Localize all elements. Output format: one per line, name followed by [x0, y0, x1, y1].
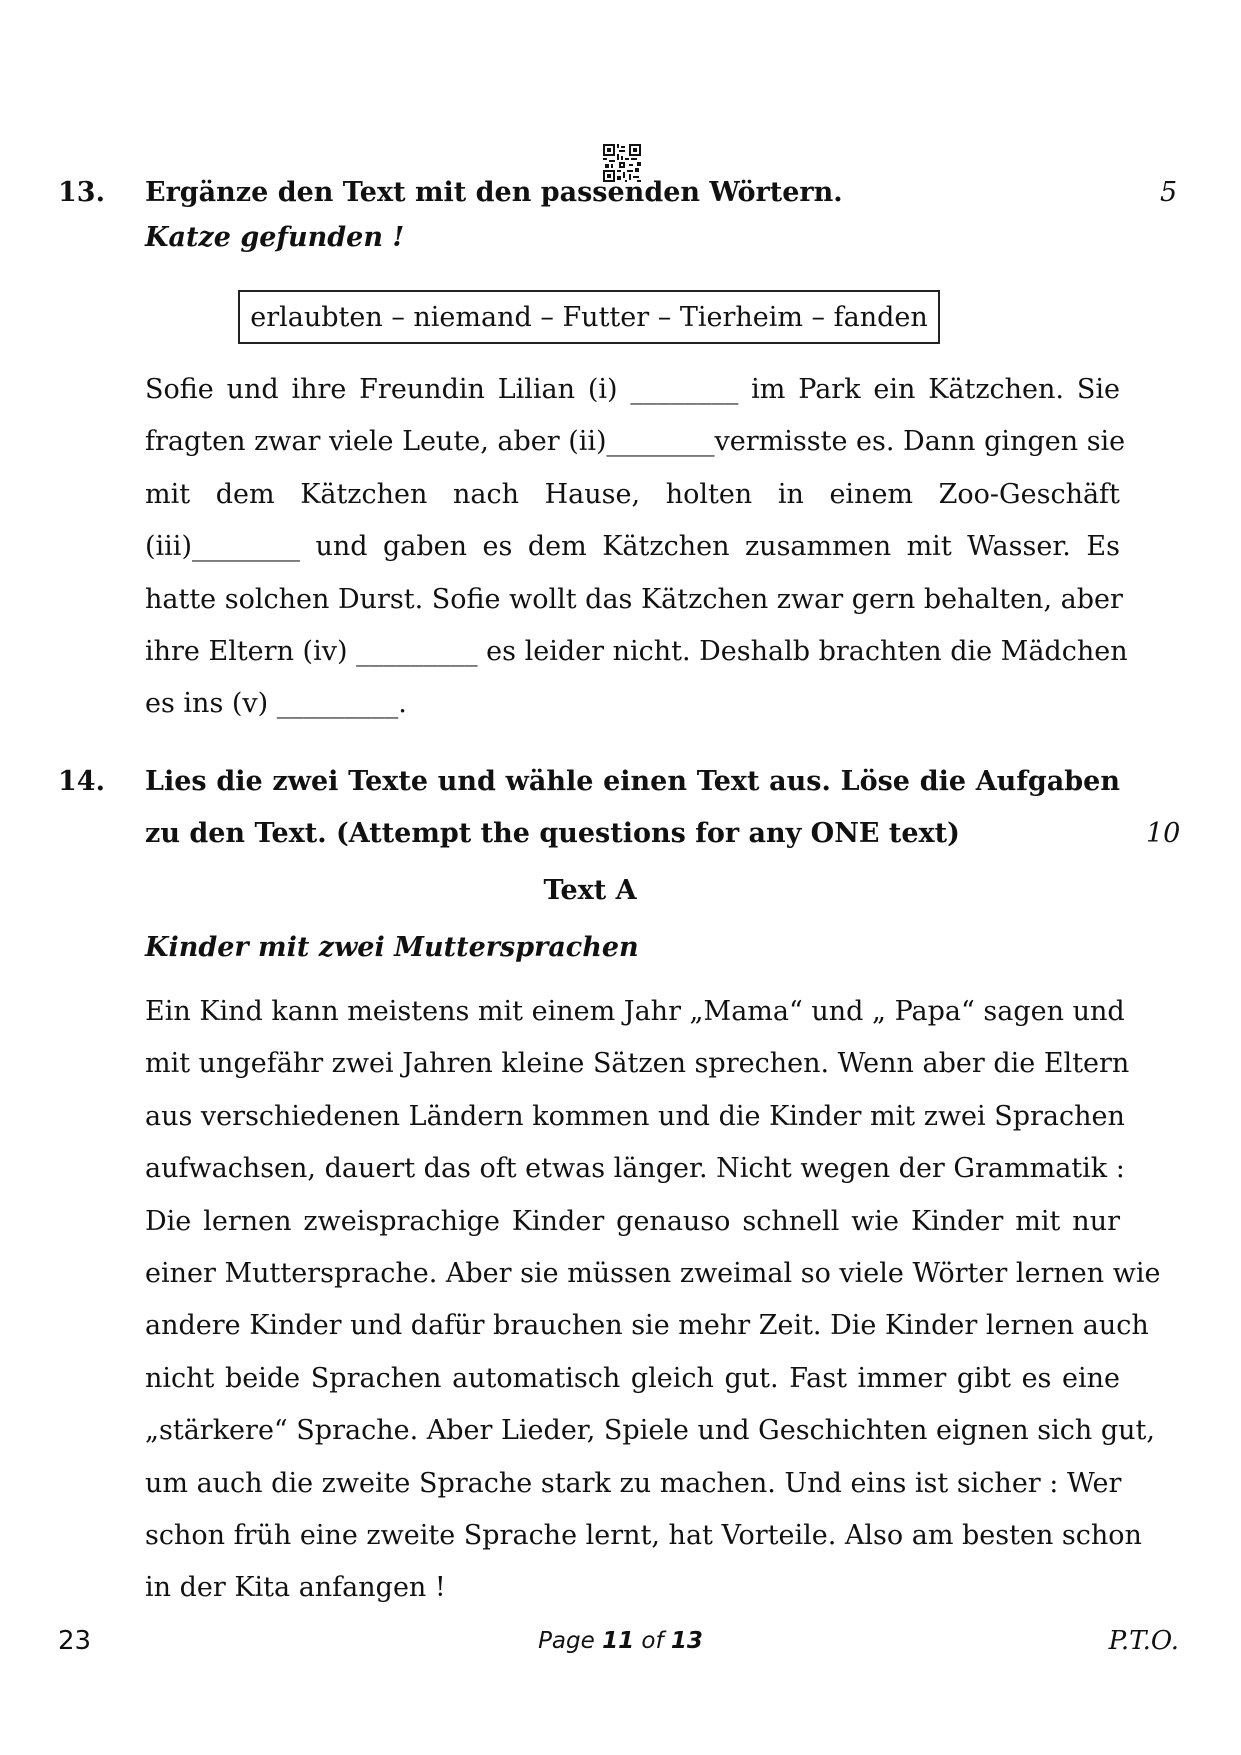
- page-current: 11: [602, 1628, 635, 1654]
- blank-i: ________: [630, 374, 739, 405]
- word: nach: [453, 478, 520, 510]
- word: holten: [665, 478, 753, 510]
- word: gaben: [383, 531, 468, 563]
- question-14-instruction-line1: Lies die zwei Texte und wähle einen Text aus. Löse die Aufgaben: [145, 766, 1120, 797]
- paragraph-line: mit ungefähr zwei Jahren kleine Sätzen sprechen. Wenn aber die Eltern: [145, 1048, 1130, 1080]
- text-a-title: Kinder mit zwei Muttersprachen: [145, 932, 639, 963]
- word: Hause,: [544, 478, 641, 510]
- paragraph-line: Ein Kind kann meistens mit einem Jahr „Mama“ und „ Papa“ sagen und: [145, 996, 1125, 1027]
- word: es: [482, 531, 513, 563]
- word: Kätzchen: [602, 531, 730, 563]
- paragraph-line: um auch die zweite Sprache stark zu machen. Und eins ist sicher : Wer: [145, 1467, 1122, 1499]
- page-total: 13: [670, 1628, 703, 1654]
- paragraph-line: schon früh eine zweite Sprache lernt, hat Vorteile. Also am besten schon: [145, 1519, 1142, 1551]
- word: einem: [829, 478, 914, 510]
- text-segment: fragten zwar viele Leute, aber (ii): [145, 426, 607, 458]
- blank-label-i: (i): [587, 374, 618, 405]
- paragraph-line: [145, 521, 1120, 573]
- page-number: [0, 1628, 1241, 1654]
- word: Es: [1086, 531, 1120, 563]
- word: und: [315, 531, 368, 563]
- page-of: of: [641, 1628, 664, 1654]
- word: ihre: [291, 374, 347, 405]
- word-box: [238, 290, 940, 344]
- page-prefix: Page: [538, 1628, 595, 1654]
- word: Lilian: [497, 374, 576, 405]
- pto-label: P.T.O.: [1108, 1626, 1179, 1656]
- paragraph-line: es ins (v) _________.: [145, 688, 407, 720]
- word: im: [751, 374, 786, 405]
- text-a-label: Text A: [543, 875, 637, 906]
- question-13-marks: 5: [1160, 177, 1178, 208]
- word: dem: [215, 478, 275, 510]
- question-14-number: 14.: [58, 766, 105, 797]
- paper-code: 23: [58, 1626, 92, 1656]
- paragraph-line: [145, 416, 1126, 468]
- question-14-marks: 10: [1146, 818, 1181, 849]
- paragraph-line: andere Kinder und dafür brauchen sie mehr Zeit. Die Kinder lernen auch: [145, 1310, 1149, 1342]
- blank-iii: (iii)________: [145, 531, 300, 563]
- word: Kätzchen: [300, 478, 428, 510]
- word: dem: [527, 531, 587, 563]
- paragraph-line: einer Muttersprache. Aber sie müssen zweimal so viele Wörter lernen wie: [145, 1257, 1161, 1289]
- word: und: [226, 374, 279, 405]
- word: mit: [145, 478, 191, 510]
- word: Zoo-Geschäft: [938, 478, 1120, 510]
- text-segment: vermisste es. Dann gingen sie: [714, 426, 1126, 458]
- paragraph-line: „stärkere“ Sprache. Aber Lieder, Spiele und Geschichten eignen sich gut,: [145, 1415, 1155, 1447]
- word: Freundin: [359, 374, 485, 405]
- question-14-instruction-line2: zu den Text. (Attempt the questions for any ONE text): [145, 818, 960, 849]
- question-13-instruction: Ergänze den Text mit den passenden Wörtern.: [145, 177, 843, 208]
- question-13-paragraph: [145, 364, 1128, 731]
- question-13-title: Katze gefunden !: [145, 222, 405, 253]
- word: Sie: [1076, 374, 1120, 405]
- word: ein: [873, 374, 916, 405]
- word: mit: [906, 531, 952, 563]
- paragraph-line: nicht beide Sprachen automatisch gleich gut. Fast immer gibt es eine: [145, 1362, 1120, 1394]
- word: in: [777, 478, 804, 510]
- paragraph-line: hatte solchen Durst. Sofie wollt das Kätzchen zwar gern behalten, aber: [145, 583, 1123, 615]
- word-box-text: erlaubten – niemand – Futter – Tierheim – fanden: [250, 301, 928, 333]
- blank-ii: ________: [606, 426, 715, 458]
- word: Sofie: [145, 374, 214, 405]
- paragraph-line: [145, 364, 1120, 416]
- paragraph-line: [145, 469, 1120, 521]
- word: zusammen: [744, 531, 892, 563]
- question-13-number: 13.: [58, 177, 105, 208]
- paragraph-line: aus verschiedenen Ländern kommen und die Kinder mit zwei Sprachen: [145, 1100, 1125, 1132]
- paragraph-line: in der Kita anfangen !: [145, 1572, 446, 1604]
- paragraph-line: aufwachsen, dauert das oft etwas länger. Nicht wegen der Grammatik :: [145, 1153, 1125, 1185]
- text-a-paragraph: [145, 986, 1161, 1615]
- paragraph-line: Die lernen zweisprachige Kinder genauso schnell wie Kinder mit nur: [145, 1205, 1120, 1237]
- word: Wasser.: [967, 531, 1071, 563]
- paragraph-line: ihre Eltern (iv) _________ es leider nicht. Deshalb brachten die Mädchen: [145, 635, 1128, 667]
- word: Kätzchen.: [928, 374, 1065, 405]
- word: Park: [798, 374, 861, 405]
